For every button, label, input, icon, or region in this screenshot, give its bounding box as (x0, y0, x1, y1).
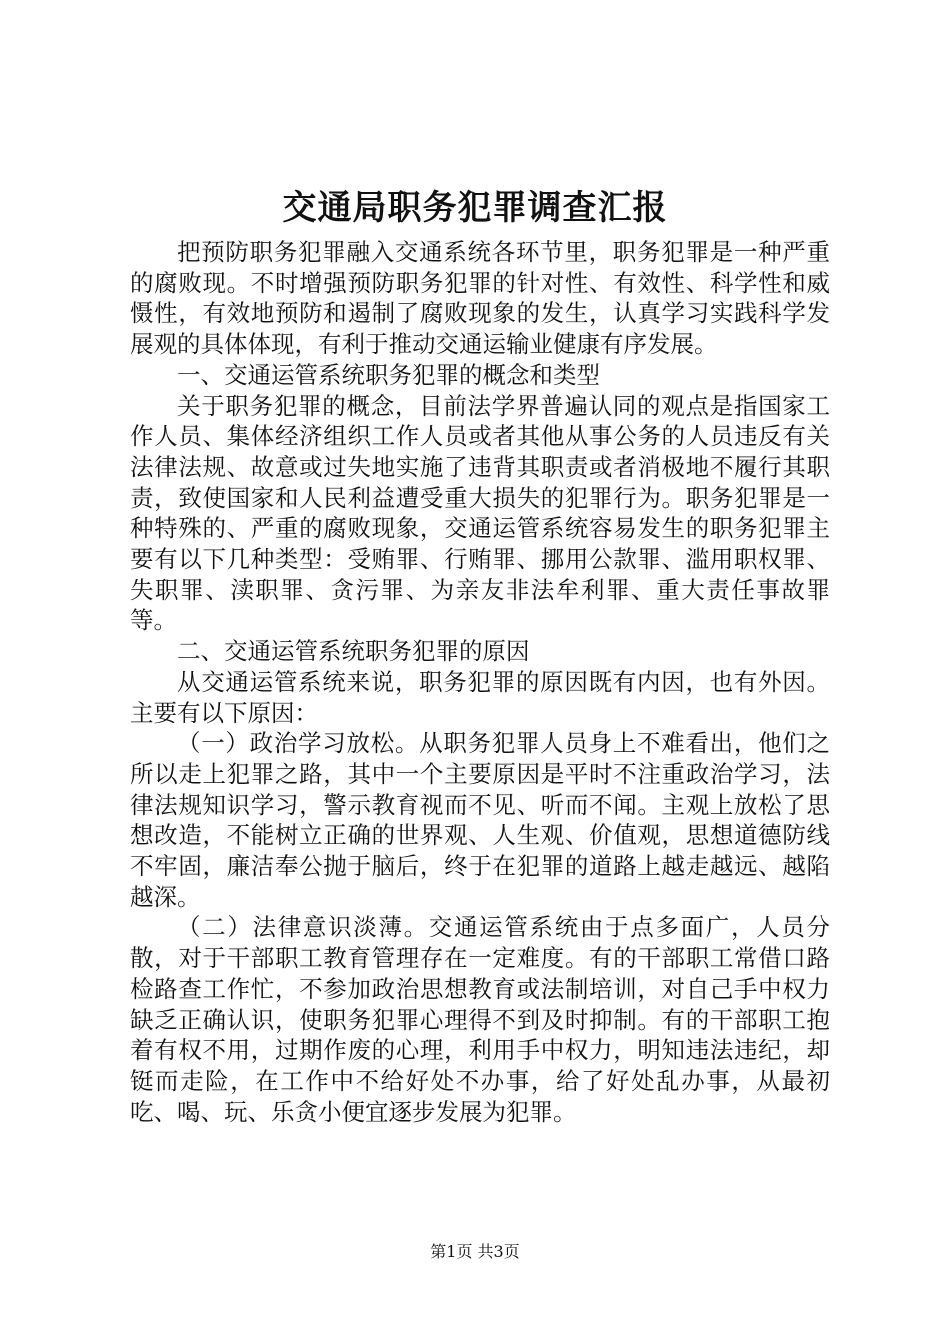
section-heading-2: 二、交通运管系统职务犯罪的原因 (177, 637, 530, 666)
document-title: 交通局职务犯罪调查汇报 (282, 188, 668, 228)
causes-intro-paragraph: 从交通运管系统来说，职务犯罪的原因既有内因，也有外因。主要有以下原因： (130, 667, 830, 727)
section-heading-1: 一、交通运管系统职务犯罪的概念和类型 (177, 360, 600, 389)
page-footer: 第1页 共3页 (430, 1242, 520, 1261)
intro-paragraph: 把预防职务犯罪融入交通系统各环节里，职务犯罪是一种严重的腐败现。不时增强预防职务犯罪的针对性、有效性、科学性和威慑性，有效地预防和遏制了腐败现象的发生，认真学习实践科学发展观的具体体现，有利于推动交通运输业健康有序发展。 (130, 238, 830, 359)
document-body (130, 237, 830, 1127)
cause-1-paragraph: （一）政治学习放松。从职务犯罪人员身上不难看出，他们之所以走上犯罪之路，其中一个主要原因是平时不注重政治学习，法律法规知识学习，警示教育视而不见、听而不闻。主观上放松了思想改造，不能树立正确的世界观、人生观、价值观，思想道德防线不牢固，廉洁奉公抛于脑后，终于在犯罪的道路上越走越远、越陷越深。 (130, 729, 830, 911)
cause-2-paragraph: （二）法律意识淡薄。交通运管系统由于点多面广，人员分散，对于干部职工教育管理存在一定难度。有的干部职工常借口路检路查工作忙，不参加政治思想教育或法制培训，对自己手中权力缺乏正确认识，使职务犯罪心理得不到及时抑制。有的干部职工抱着有权不用，过期作废的心理，利用手中权力，明知违法违纪，却铤而走险，在工作中不给好处不办事，给了好处乱办事，从最初吃、喝、玩、乐贪小便宜逐步发展为犯罪。 (130, 913, 830, 1126)
concept-paragraph: 关于职务犯罪的概念，目前法学界普遍认同的观点是指国家工作人员、集体经济组织工作人员或者其他从事公务的人员违反有关法律法规、故意或过失地实施了违背其职责或者消极地不履行其职责，致使国家和人民利益遭受重大损失的犯罪行为。职务犯罪是一种特殊的、严重的腐败现象，交通运管系统容易发生的职务犯罪主要有以下几种类型：受贿罪、行贿罪、挪用公款罪、滥用职权罪、失职罪、渎职罪、贪污罪、为亲友非法牟利罪、重大责任事故罪等。 (130, 391, 830, 635)
